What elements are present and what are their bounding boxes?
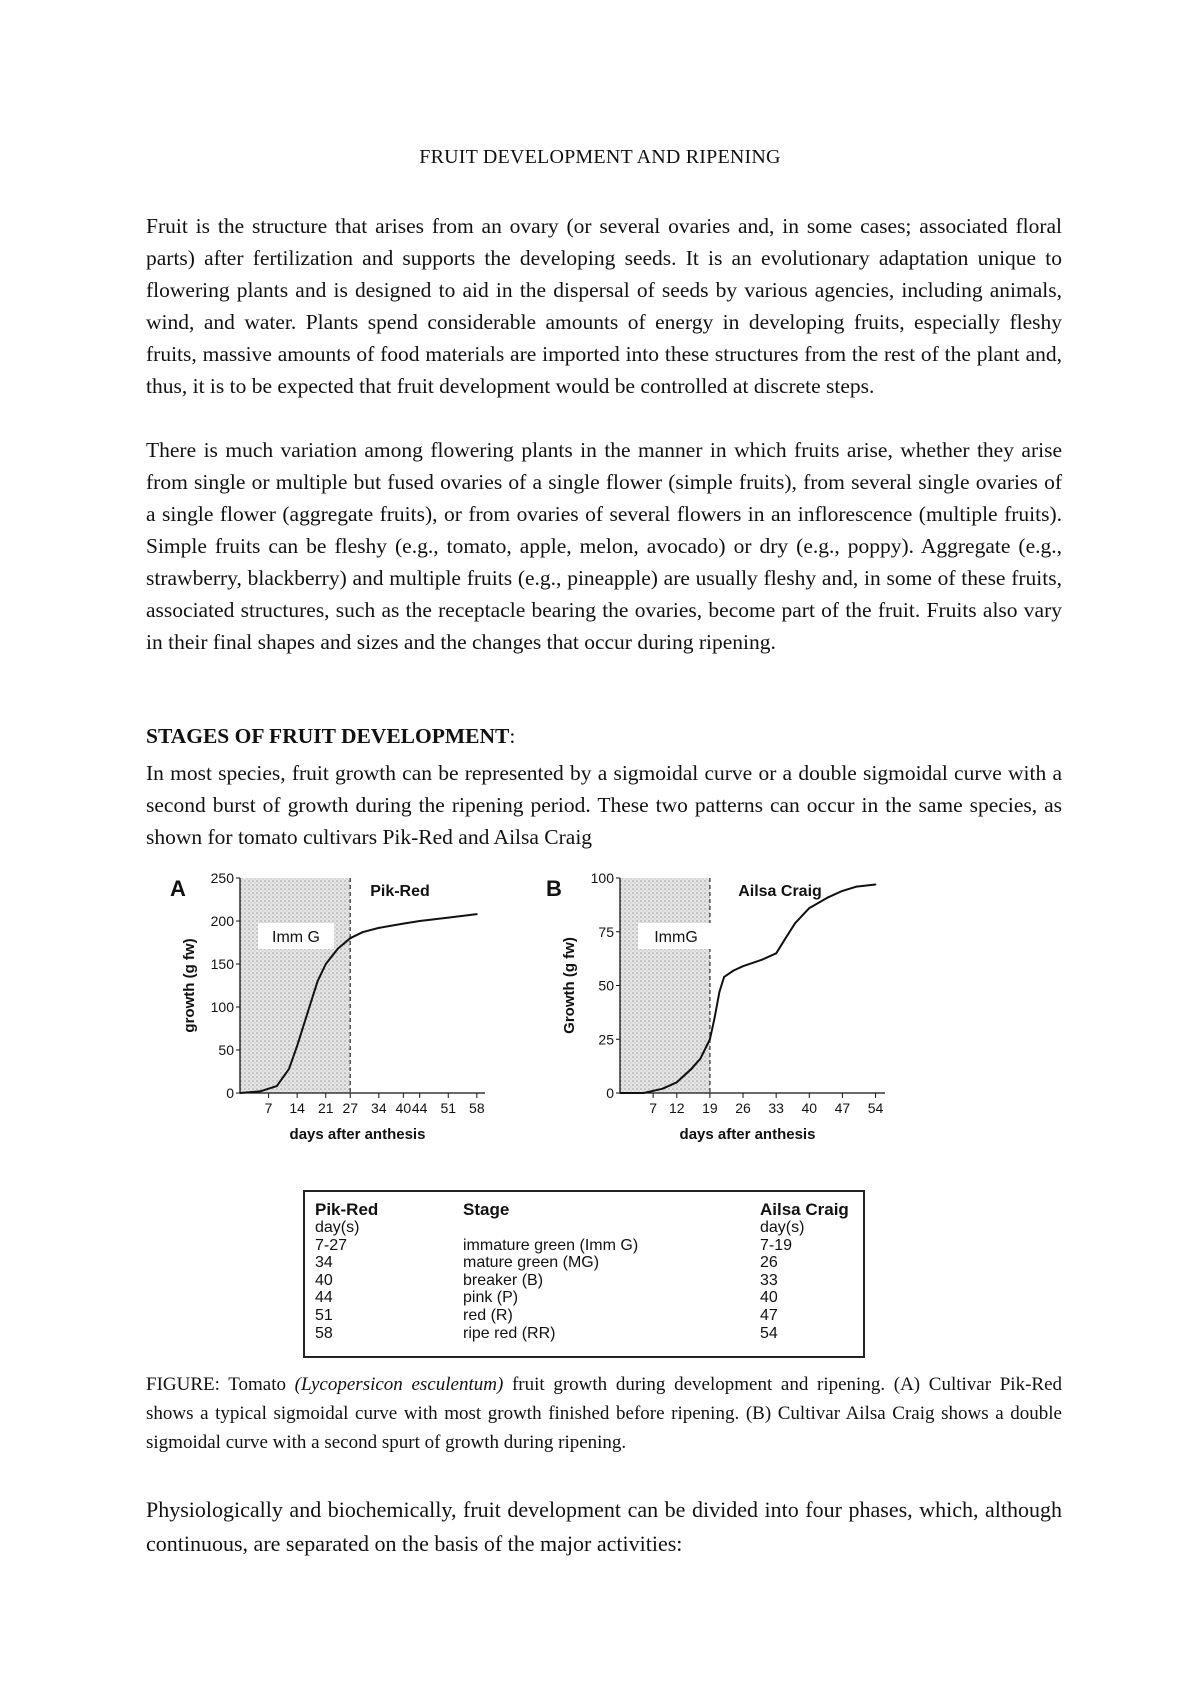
x-tick-label: 40 (801, 1100, 818, 1116)
shaded-region-label: Imm G (272, 929, 320, 946)
table-cell: 40 (760, 1289, 778, 1307)
table-cell: ripe red (RR) (463, 1324, 556, 1342)
table-cell: 58 (315, 1324, 333, 1342)
data-point (761, 959, 763, 961)
stage-column (463, 1200, 638, 1342)
data-point (714, 1017, 716, 1019)
section-heading-colon: : (509, 724, 516, 748)
growth-charts (160, 868, 940, 1158)
data-point (349, 937, 351, 939)
caption-species: (Lycopersicon esculentum) (294, 1374, 504, 1395)
table-cell: 44 (315, 1289, 333, 1307)
data-point (309, 1006, 311, 1008)
table-cell: 7-19 (760, 1236, 793, 1254)
panel-label: A (170, 876, 186, 901)
data-point (733, 970, 735, 972)
data-point (260, 1090, 262, 1092)
chart-panel-a (170, 870, 485, 1143)
x-tick-label: 44 (411, 1100, 428, 1116)
table-cell: immature green (Imm G) (463, 1236, 639, 1254)
data-point (317, 980, 319, 982)
data-point (325, 963, 327, 965)
data-point (808, 907, 810, 909)
y-tick-label: 200 (210, 913, 234, 929)
data-point (476, 913, 478, 915)
data-point (643, 1092, 645, 1094)
ailsa-craig-unit: day(s) (760, 1219, 805, 1236)
stage-header: Stage (463, 1200, 510, 1219)
table-cell: red (R) (463, 1306, 513, 1324)
caption-lead: FIGURE: Tomato (146, 1374, 295, 1395)
growth-figure (160, 868, 940, 1158)
x-tick-label: 19 (702, 1100, 718, 1116)
caption-rest: fruit growth during development and ripening. (A) Cultivar Pik-Red shows a typical sigmoidal curve with most growth finished before ripening. (B) Cultivar Ailsa Craig shows a double sigmoidal curve with a second spurt of growth during ripening. (146, 1374, 1062, 1453)
x-tick-label: 26 (735, 1100, 751, 1116)
page-title: FRUIT DEVELOPMENT AND RIPENING (419, 146, 781, 168)
section-heading-text: STAGES OF FRUIT DEVELOPMENT (146, 724, 510, 748)
shaded-region (620, 878, 710, 1093)
x-axis-title: days after anthesis (679, 1126, 816, 1143)
data-point (239, 1092, 241, 1094)
y-tick-label: 150 (210, 956, 234, 972)
y-tick-label: 25 (598, 1031, 614, 1048)
shaded-region-label: ImmG (654, 929, 698, 946)
y-tick-label: 75 (598, 923, 614, 940)
stage-table (303, 1190, 865, 1358)
y-axis-title: Growth (g fw) (561, 937, 578, 1034)
data-point (875, 884, 877, 886)
table-cell: 54 (760, 1324, 778, 1342)
phases-paragraph: Physiologically and biochemically, fruit development can be divided into four phases, which, although continuous, are separated on the basis of the major activities: (146, 1497, 1062, 1556)
data-point (447, 917, 449, 919)
pik-red-unit: day(s) (315, 1219, 360, 1236)
x-tick-label: 34 (371, 1100, 387, 1116)
y-tick-label: 100 (210, 999, 234, 1015)
x-tick-label: 14 (289, 1100, 305, 1116)
variation-paragraph: There is much variation among flowering plants in the manner in which fruits arise, whether they arise from single or multiple but fused ovaries of a single flower (simple fruits), from several single ovaries of a single flower (aggregate fruits), or from ovaries of several flowers in an inflorescence (multiple fruits). Simple fruits can be fleshy (e.g., tomato, apple, melon, avocado) or dry (e.g., poppy). Aggregate (e.g., strawberry, blackberry) and multiple fruits (e.g., pineapple) are usually fleshy and, in some of these fruits, associated structures, such as the receptacle bearing the ovaries, become part of the fruit. Fruits also vary in their final shapes and sizes and the changes that occur during ripening. (146, 438, 1062, 654)
y-axis-title: growth (g fw) (181, 938, 198, 1033)
data-point (402, 923, 404, 925)
x-tick-label: 27 (342, 1100, 359, 1116)
y-tick-label: 50 (598, 977, 614, 994)
data-point (700, 1058, 702, 1060)
x-tick-label: 40 (395, 1100, 412, 1116)
data-point (827, 896, 829, 898)
data-point (775, 952, 777, 954)
table-cell: 26 (760, 1254, 778, 1272)
data-point (619, 1092, 621, 1094)
table-cell: breaker (B) (463, 1271, 544, 1289)
x-tick-label: 7 (649, 1100, 658, 1116)
table-cell: 51 (315, 1306, 333, 1324)
data-point (296, 1045, 298, 1047)
data-point (842, 890, 844, 892)
x-tick-label: 54 (867, 1100, 884, 1116)
data-point (690, 1068, 692, 1070)
y-tick-label: 0 (606, 1085, 614, 1101)
table-cell: pink (P) (463, 1289, 519, 1307)
table-cell: 33 (760, 1271, 778, 1289)
x-tick-label: 58 (469, 1100, 485, 1116)
intro-paragraph: Fruit is the structure that arises from an ovary (or several ovaries and, in some cases; associated floral parts) after fertilization and supports the developing seeds. It is an evolutionary adaptation unique to flowering plants and is designed to aid in the dispersal of seeds by various agencies, including animals, wind, and water. Plants spend considerable amounts of energy in developing fruits, especially fleshy fruits, massive amounts of food materials are imported into these structures from the rest of the plant and, thus, it is to be expected that fruit development would be controlled at discrete steps. (146, 214, 1062, 398)
panel-label: B (546, 876, 562, 901)
data-point (856, 886, 858, 888)
figure-caption (146, 1370, 1062, 1457)
x-tick-label: 47 (834, 1100, 851, 1116)
data-point (794, 922, 796, 924)
x-tick-label: 21 (317, 1100, 334, 1116)
chart-title: Pik-Red (370, 883, 430, 900)
x-tick-label: 12 (668, 1100, 685, 1116)
pik-red-header: Pik-Red (315, 1200, 379, 1219)
data-point (337, 948, 339, 950)
data-point (742, 965, 744, 967)
y-tick-label: 250 (210, 870, 234, 886)
data-point (676, 1081, 678, 1083)
y-tick-label: 0 (226, 1085, 234, 1101)
y-tick-label: 100 (590, 870, 614, 886)
data-point (276, 1085, 278, 1087)
section-heading (146, 724, 515, 749)
x-tick-label: 33 (768, 1100, 784, 1116)
data-point (662, 1088, 664, 1090)
pik-red-column (315, 1200, 378, 1342)
x-tick-label: 7 (264, 1100, 273, 1116)
y-tick-label: 50 (218, 1042, 234, 1058)
data-point (719, 991, 721, 993)
table-cell: 34 (315, 1254, 333, 1272)
ailsa-craig-column (760, 1200, 849, 1342)
data-point (785, 937, 787, 939)
table-cell: 40 (315, 1271, 333, 1289)
table-cell: 47 (760, 1306, 778, 1324)
table-spacer (463, 1219, 638, 1237)
table-cell: mature green (MG) (463, 1254, 600, 1272)
data-point (419, 920, 421, 922)
chart-title: Ailsa Craig (738, 883, 822, 900)
data-point (723, 976, 725, 978)
stages-paragraph: In most species, fruit growth can be represented by a sigmoidal curve or a double sigmoidal curve with a second burst of growth during the ripening period. These two patterns can occur in the same species, as shown for tomato cultivars Pik-Red and Ailsa Craig (146, 761, 1062, 849)
ailsa-craig-header: Ailsa Craig (760, 1200, 849, 1219)
shaded-region (240, 878, 350, 1093)
table-cell: 7-27 (315, 1236, 348, 1254)
data-point (288, 1068, 290, 1070)
chart-panel-b (546, 870, 885, 1143)
data-point (709, 1038, 711, 1040)
x-tick-label: 51 (440, 1100, 457, 1116)
data-point (362, 931, 364, 933)
data-point (378, 927, 380, 929)
x-axis-title: days after anthesis (289, 1126, 426, 1143)
